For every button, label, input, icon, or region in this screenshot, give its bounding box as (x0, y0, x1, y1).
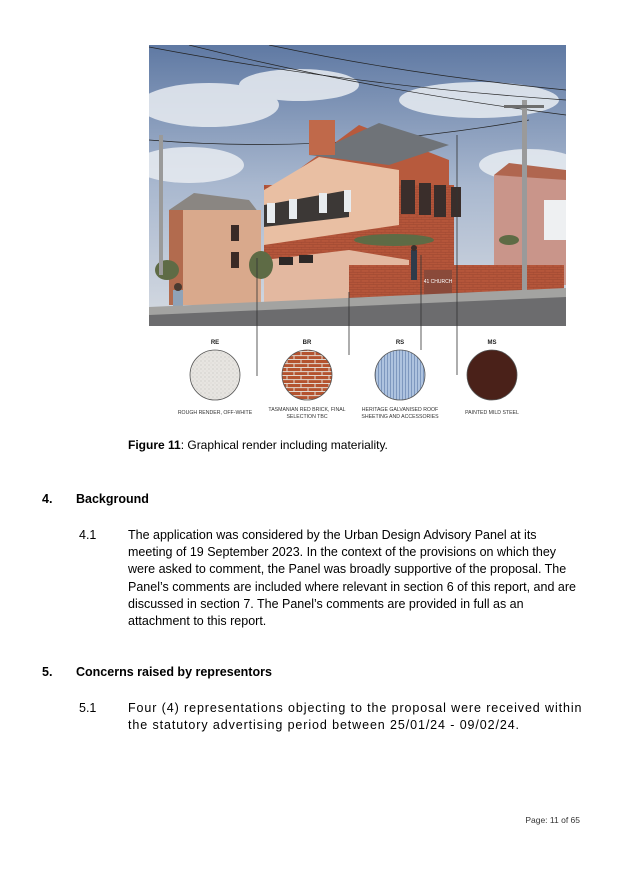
material-label: ROUGH RENDER, OFF-WHITE (177, 410, 253, 416)
page-number: Page: 11 of 65 (525, 815, 580, 825)
material-code: BR (302, 340, 312, 346)
section-title: Background (76, 492, 149, 506)
figure-number: Figure 11 (128, 438, 181, 452)
section-number: 4. (42, 492, 53, 506)
paragraph-text: Four (4) representations objecting to the proposal were received within the statutory advertising period between 25/01/24 - 09/02/24. (128, 701, 583, 733)
material-code: RE (210, 340, 220, 346)
figure-caption (128, 438, 388, 452)
figure-caption-text: : Graphical render including materiality. (180, 438, 388, 452)
swatch-rough-render (190, 350, 240, 400)
section-title: Concerns raised by representors (76, 665, 272, 679)
material-code: MS (487, 340, 497, 346)
section-number: 5. (42, 665, 53, 679)
material-label: PAINTED MILD STEEL (465, 410, 519, 416)
swatch-roof-sheeting (375, 350, 425, 400)
paragraph-text: The application was considered by the Urban Design Advisory Panel at its meeting of 19 September 2023. In the context of the provisions on which they were asked to comment, the Panel was broadly supportive of the proposal. The Panel’s comments are included where relevant in section 6 of this report, and are discussed in section 7. The Panel’s comments are provided in full as an attachment to this report. (128, 528, 576, 629)
material-label: HERITAGE GALVANISED ROOF SHEETING AND ACCESSORIES (361, 407, 439, 420)
building-sign: 41 CHURCH (423, 279, 453, 285)
material-code: RS (395, 340, 405, 346)
figure-render-image (149, 45, 566, 326)
swatch-red-brick (282, 350, 332, 400)
material-label: TASMANIAN RED BRICK, FINAL SELECTION TBC (268, 407, 346, 420)
paragraph-number: 4.1 (79, 528, 97, 542)
swatch-mild-steel (467, 350, 517, 400)
paragraph-number: 5.1 (79, 701, 97, 715)
